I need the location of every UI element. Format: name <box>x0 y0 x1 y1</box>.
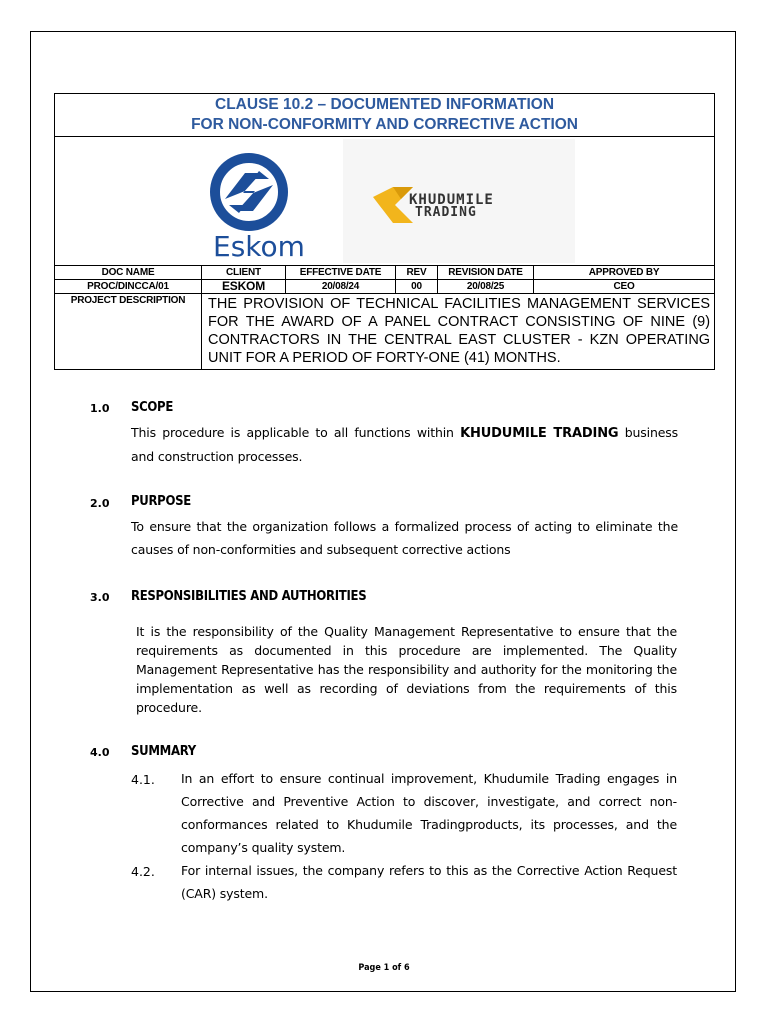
section-number-purpose: 2.0 <box>90 497 110 510</box>
title-line-2: FOR NON-CONFORMITY AND CORRECTIVE ACTION <box>191 116 578 133</box>
value-rev: 00 <box>396 280 438 294</box>
scope-text-after: business and construction processes. <box>131 425 679 464</box>
summary-item-number-2: 4.2. <box>131 864 155 879</box>
value-revision-date: 20/08/25 <box>438 280 534 294</box>
title-line-1: CLAUSE 10.2 – DOCUMENTED INFORMATION <box>215 96 555 113</box>
document-header-table <box>54 93 715 370</box>
logo-row <box>55 137 715 266</box>
section-number-summary: 4.0 <box>90 746 110 759</box>
project-description-label: PROJECT DESCRIPTION <box>55 294 202 370</box>
section-title-summary: SUMMARY <box>131 744 196 759</box>
value-effective-date: 20/08/24 <box>286 280 396 294</box>
khudumile-logo-text: KHUDUMILE <box>409 192 494 208</box>
project-description-text: THE PROVISION OF TECHNICAL FACILITIES MANAGEMENT SERVICES FOR THE AWARD OF A PANEL CONTRACT CONSISTING OF NINE (9) CONTRACTORS IN THE CENTRAL EAST CLUSTER - KZN OPERATING UNIT FOR A PERIOD OF FORTY-ONE (41) MONTHS. <box>202 294 715 370</box>
scope-company-name: KHUDUMILE TRADING <box>460 426 619 441</box>
section-title-responsibilities: RESPONSIBILITIES AND AUTHORITIES <box>131 589 367 604</box>
scope-paragraph <box>131 421 678 468</box>
section-number-scope: 1.0 <box>90 402 110 415</box>
meta-value-row <box>55 280 715 294</box>
section-title-scope: SCOPE <box>131 400 174 415</box>
summary-item-text-1: In an effort to ensure continual improvement, Khudumile Trading engages in Corrective and Preventive Action to discover, investigate, and correct non-conformances related to Khudumile Tradingproducts, its processes, and the company’s quality system. <box>181 771 677 855</box>
scope-text-before: This procedure is applicable to all functions within <box>131 425 461 440</box>
khudumile-logo <box>343 139 575 263</box>
summary-item-number-1: 4.1. <box>131 772 155 787</box>
eskom-logo <box>191 153 313 261</box>
eskom-logo-text: Eskom <box>213 230 305 261</box>
label-client: CLIENT <box>202 266 286 280</box>
label-effective-date: EFFECTIVE DATE <box>286 266 396 280</box>
label-revision-date: REVISION DATE <box>438 266 534 280</box>
value-doc-name: PROC/DINCCA/01 <box>55 280 202 294</box>
trading-logo-text: TRADING <box>415 205 477 220</box>
section-title-purpose: PURPOSE <box>131 494 191 509</box>
value-client: ESKOM <box>202 280 286 294</box>
label-rev: REV <box>396 266 438 280</box>
label-approved-by: APPROVED BY <box>534 266 715 280</box>
value-approved-by: CEO <box>534 280 715 294</box>
section-number-responsibilities: 3.0 <box>90 591 110 604</box>
responsibilities-paragraph: It is the responsibility of the Quality Management Representative to ensure that the requirements as documented in this procedure are implemented. The Quality Management Representative has the responsibility and authority for the monitoring the implementation as well as recording of deviations from the requirements of this procedure. <box>136 624 677 715</box>
purpose-paragraph: To ensure that the organization follows a formalized process of acting to eliminate the causes of non-conformities and subsequent corrective actions <box>131 519 678 557</box>
page-number-footer: Page 1 of 6 <box>358 963 410 973</box>
summary-item-text-2: For internal issues, the company refers to this as the Corrective Action Request (CAR) system. <box>181 863 677 901</box>
meta-label-row <box>55 266 715 280</box>
label-doc-name: DOC NAME <box>55 266 202 280</box>
document-title <box>55 94 715 137</box>
